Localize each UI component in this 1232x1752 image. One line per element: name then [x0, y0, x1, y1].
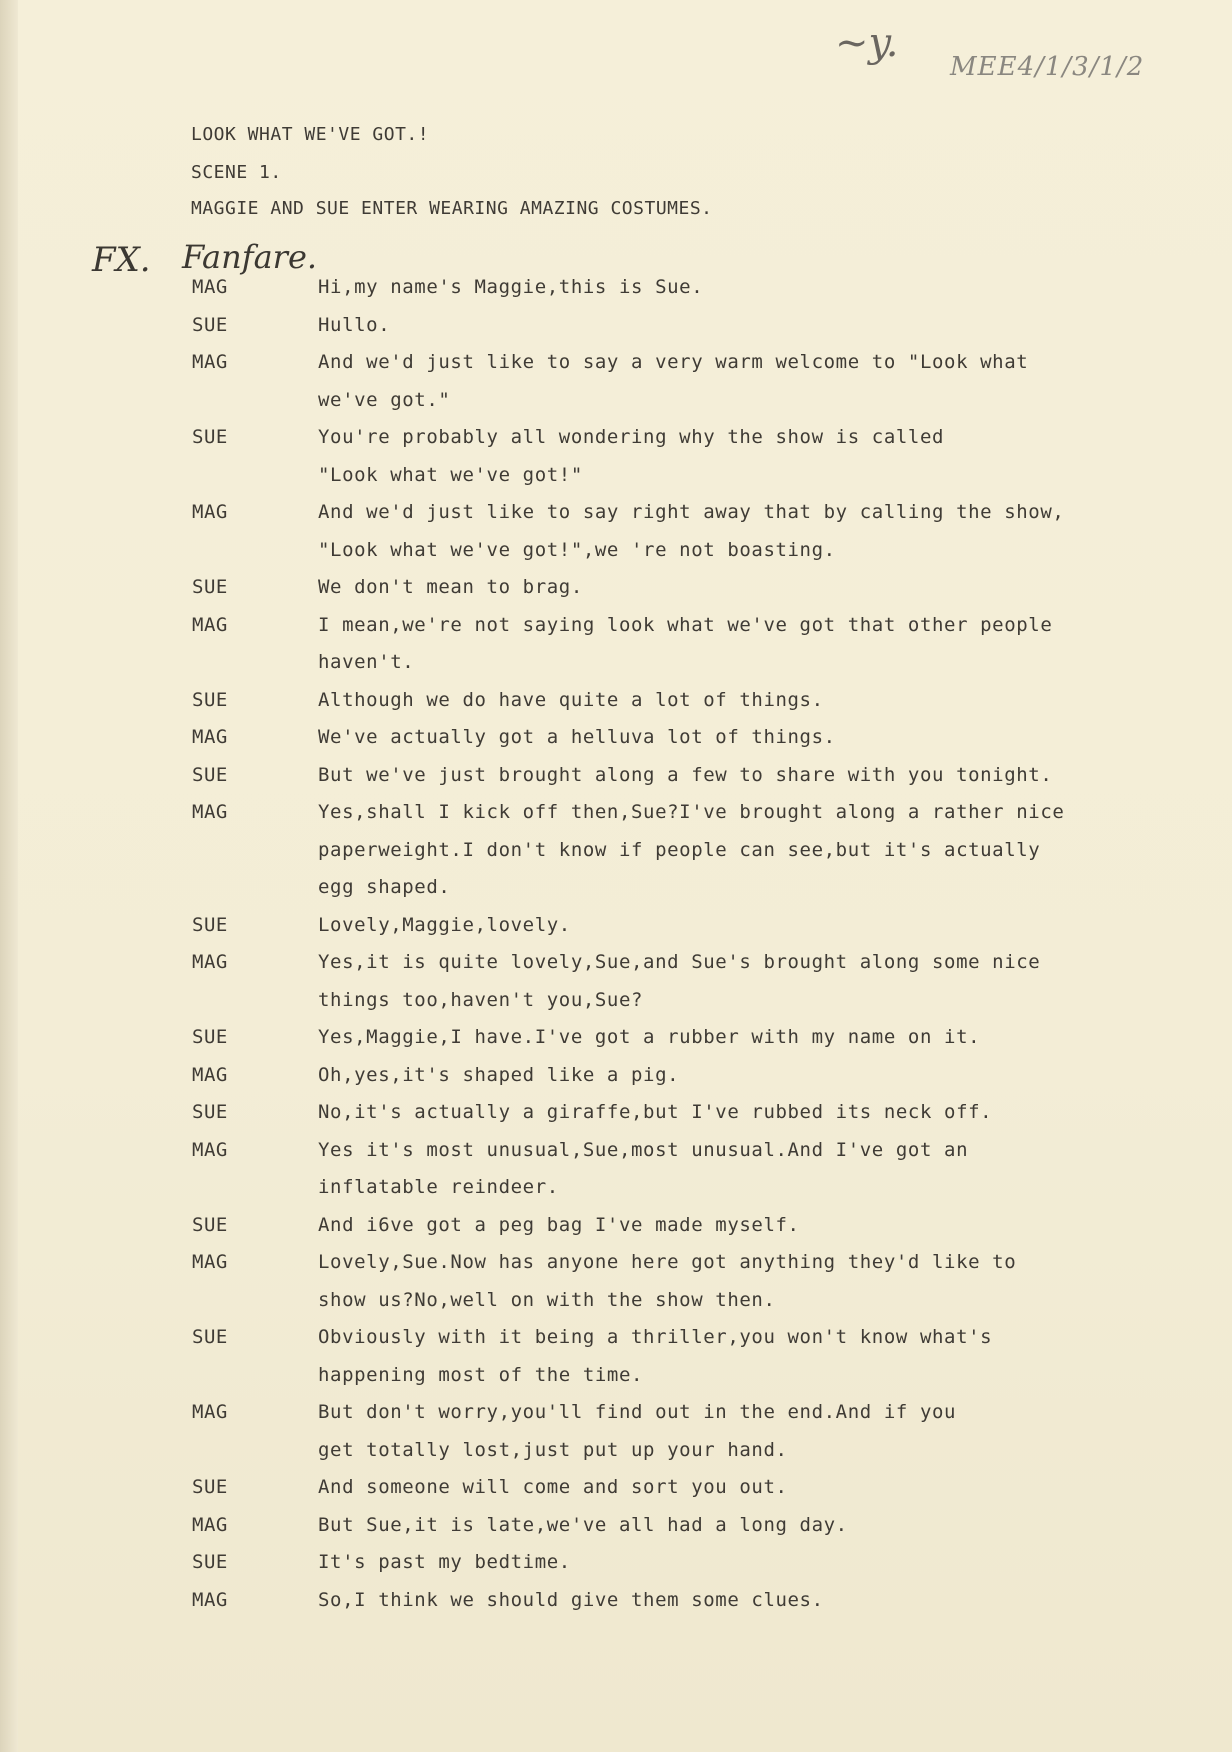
- dialogue-line: paperweight.I don't know if people can see,but it's actually: [318, 838, 1041, 861]
- page-edge-shadow: [0, 0, 18, 1752]
- scene-heading: SCENE 1.: [191, 162, 282, 183]
- dialogue-line: "Look what we've got!": [318, 463, 583, 486]
- dialogue-line: Lovely,Maggie,lovely.: [318, 913, 571, 936]
- speaker-name: MAG: [192, 351, 228, 373]
- speaker-name: SUE: [192, 1101, 228, 1123]
- dialogue-line: We don't mean to brag.: [318, 576, 583, 598]
- dialogue-line: It's past my bedtime.: [318, 1551, 571, 1573]
- dialogue-line: egg shaped.: [318, 876, 451, 898]
- dialogue-line: Yes,it is quite lovely,Sue,and Sue's brought along some nice: [318, 951, 1041, 973]
- speaker-name: MAG: [192, 1401, 228, 1423]
- speaker-name: MAG: [192, 276, 228, 298]
- speaker-name: SUE: [192, 913, 228, 936]
- dialogue-line: No,it's actually a giraffe,but I've rubbed its neck off.: [318, 1101, 993, 1123]
- dialogue-line: Yes,shall I kick off then,Sue?I've brought along a rather nice: [318, 801, 1065, 823]
- speaker-name: MAG: [192, 951, 228, 973]
- dialogue-line: So,I think we should give them some clues.: [318, 1588, 824, 1611]
- speaker-name: MAG: [192, 501, 228, 523]
- dialogue-line: And i6ve got a peg bag I've made myself.: [318, 1213, 800, 1236]
- speaker-name: MAG: [192, 801, 228, 823]
- dialogue-line: Hullo.: [318, 313, 391, 336]
- speaker-name: SUE: [192, 426, 228, 448]
- fx-label: FX.: [92, 240, 151, 280]
- dialogue-line: But don't worry,you'll find out in the end.And if you: [318, 1401, 957, 1423]
- fx-cue: Fanfare.: [182, 238, 318, 276]
- dialogue-line: Obviously with it being a thriller,you won't know what's: [318, 1326, 993, 1348]
- dialogue-line: we've got.": [318, 388, 451, 411]
- speaker-name: SUE: [192, 763, 228, 786]
- speaker-name: MAG: [192, 1251, 228, 1273]
- speaker-name: MAG: [192, 613, 228, 636]
- speaker-name: SUE: [192, 1551, 228, 1573]
- dialogue-line: And we'd just like to say a very warm welcome to "Look what: [318, 351, 1029, 373]
- speaker-name: MAG: [192, 1513, 228, 1536]
- speaker-name: MAG: [192, 1138, 228, 1161]
- dialogue-line: Hi,my name's Maggie,this is Sue.: [318, 276, 704, 298]
- dialogue-line: Yes,Maggie,I have.I've got a rubber with my name on it.: [318, 1026, 981, 1048]
- dialogue-line: "Look what we've got!",we 're not boasting.: [318, 538, 836, 561]
- script-title: LOOK WHAT WE'VE GOT.!: [191, 124, 430, 145]
- speaker-name: SUE: [192, 313, 228, 336]
- speaker-name: MAG: [192, 726, 228, 748]
- speaker-name: SUE: [192, 1026, 228, 1048]
- dialogue-line: You're probably all wondering why the show is called: [318, 426, 945, 448]
- archive-reference: MEE4/1/3/1/2: [950, 52, 1145, 82]
- handwritten-top-mark: ~y.: [835, 20, 899, 66]
- speaker-name: MAG: [192, 1063, 228, 1086]
- dialogue-line: Yes it's most unusual,Sue,most unusual.And I've got an: [318, 1138, 969, 1161]
- speaker-name: SUE: [192, 688, 228, 711]
- dialogue-line: get totally lost,just put up your hand.: [318, 1438, 788, 1461]
- dialogue-line: But Sue,it is late,we've all had a long day.: [318, 1513, 848, 1536]
- dialogue-line: Oh,yes,it's shaped like a pig.: [318, 1063, 680, 1086]
- dialogue-line: I mean,we're not saying look what we've got that other people: [318, 613, 1053, 636]
- dialogue-line: haven't.: [318, 651, 415, 673]
- dialogue-line: And someone will come and sort you out.: [318, 1476, 788, 1498]
- dialogue-line: happening most of the time.: [318, 1363, 644, 1386]
- speaker-name: SUE: [192, 1326, 228, 1348]
- speaker-name: SUE: [192, 576, 228, 598]
- speaker-name: SUE: [192, 1213, 228, 1236]
- dialogue-line: show us?No,well on with the show then.: [318, 1288, 776, 1311]
- dialogue-line: things too,haven't you,Sue?: [318, 988, 644, 1011]
- dialogue-line: Although we do have quite a lot of things.: [318, 688, 824, 711]
- dialogue-line: And we'd just like to say right away that by calling the show,: [318, 501, 1065, 523]
- dialogue-line: Lovely,Sue.Now has anyone here got anything they'd like to: [318, 1251, 1017, 1273]
- speaker-name: SUE: [192, 1476, 228, 1498]
- speaker-name: MAG: [192, 1588, 228, 1611]
- dialogue-line: But we've just brought along a few to share with you tonight.: [318, 763, 1053, 786]
- stage-direction: MAGGIE AND SUE ENTER WEARING AMAZING COSTUMES.: [191, 198, 713, 219]
- dialogue-line: inflatable reindeer.: [318, 1176, 559, 1198]
- dialogue-line: We've actually got a helluva lot of things.: [318, 726, 836, 748]
